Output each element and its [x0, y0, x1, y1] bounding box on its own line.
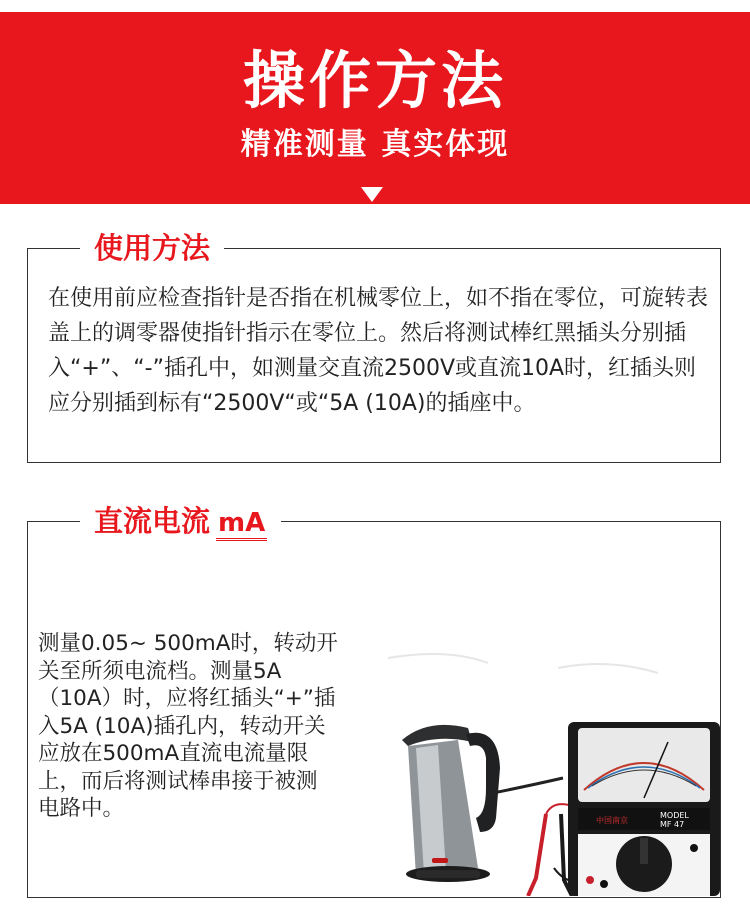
dc-current-section: [27, 504, 721, 898]
dc-current-title-text: 直流电流: [94, 504, 211, 538]
usage-title: 使用方法: [80, 228, 224, 268]
triangle-down-icon: [361, 187, 383, 202]
page-subtitle: 精准测量 真实体现: [240, 127, 510, 162]
kettle-multimeter-photo: [368, 618, 720, 896]
meter-model-label: MODEL: [660, 811, 689, 820]
usage-text: 在使用前应检查指针是否指在机械零位上，如不指在零位，可旋转表盖上的调零器使指针指示在零位上。然后将测试棒红黑插头分别插入“+”、“-”插孔中，如测量交直流2500V或直流10A时，红插头则应分别插到标有“2500V“或“5A (10A)的插座中。: [48, 286, 709, 416]
multimeter-image: [568, 722, 720, 896]
usage-section: [27, 231, 721, 463]
page-title: 操作方法: [242, 44, 507, 117]
ma-unit-label: mA: [216, 508, 267, 541]
kettle-image: [402, 725, 500, 882]
dc-current-title: [80, 501, 281, 543]
header-banner: [0, 12, 750, 204]
meter-brand: 中国南京: [596, 816, 628, 825]
dc-current-text: 测量0.05~ 500mA时，转动开关至所须电流档。测量5A （10A）时，应将红插头“+”插入5A (10A)插孔内，转动开关应放在500mA直流电流量限上，而后将测试棒串接于被测电路中。: [38, 631, 338, 821]
meter-model: MF 47: [660, 820, 685, 829]
